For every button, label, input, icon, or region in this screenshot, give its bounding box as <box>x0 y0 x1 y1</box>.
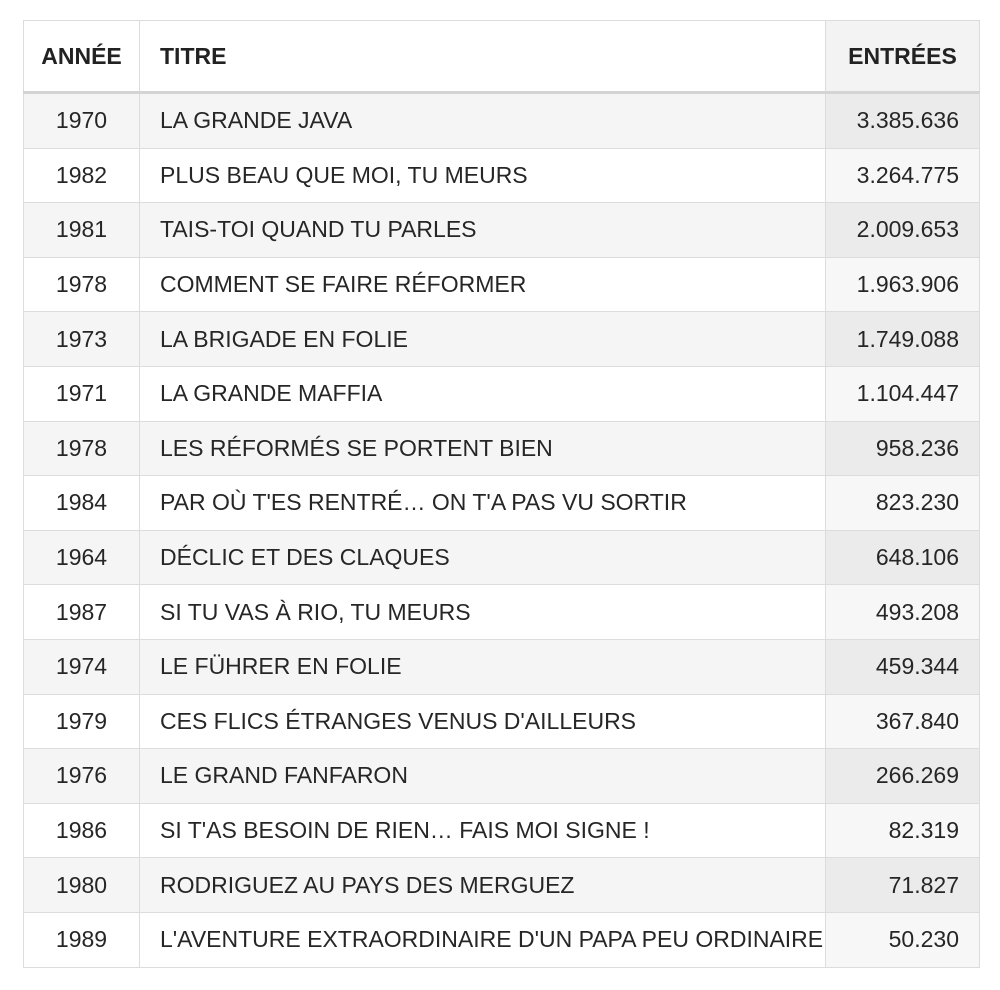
table-row <box>24 585 980 640</box>
column-header-year[interactable]: ANNÉE <box>24 21 140 93</box>
year-cell: 1978 <box>24 257 140 312</box>
table-row <box>24 421 980 476</box>
entries-cell: 367.840 <box>826 694 980 749</box>
entries-cell: 459.344 <box>826 639 980 694</box>
entries-cell: 2.009.653 <box>826 203 980 258</box>
title-cell: SI TU VAS À RIO, TU MEURS <box>140 585 826 640</box>
films-table <box>23 20 980 968</box>
title-cell: LE GRAND FANFARON <box>140 749 826 804</box>
year-cell: 1984 <box>24 476 140 531</box>
year-cell: 1971 <box>24 366 140 421</box>
year-cell: 1987 <box>24 585 140 640</box>
entries-cell: 1.963.906 <box>826 257 980 312</box>
entries-cell: 1.104.447 <box>826 366 980 421</box>
table-header <box>24 21 980 93</box>
table-row <box>24 93 980 149</box>
year-cell: 1982 <box>24 148 140 203</box>
entries-cell: 266.269 <box>826 749 980 804</box>
column-header-entries[interactable]: ENTRÉES <box>826 21 980 93</box>
title-cell: DÉCLIC ET DES CLAQUES <box>140 530 826 585</box>
entries-cell: 1.749.088 <box>826 312 980 367</box>
year-cell: 1970 <box>24 93 140 149</box>
table-row <box>24 639 980 694</box>
header-row <box>24 21 980 93</box>
entries-cell: 823.230 <box>826 476 980 531</box>
table-row <box>24 366 980 421</box>
title-cell: PLUS BEAU QUE MOI, TU MEURS <box>140 148 826 203</box>
table-row <box>24 530 980 585</box>
entries-cell: 3.264.775 <box>826 148 980 203</box>
table-row <box>24 312 980 367</box>
year-cell: 1964 <box>24 530 140 585</box>
entries-cell: 648.106 <box>826 530 980 585</box>
entries-cell: 71.827 <box>826 858 980 913</box>
year-cell: 1980 <box>24 858 140 913</box>
table-body <box>24 93 980 968</box>
title-cell: LA GRANDE MAFFIA <box>140 366 826 421</box>
title-cell: CES FLICS ÉTRANGES VENUS D'AILLEURS <box>140 694 826 749</box>
entries-cell: 958.236 <box>826 421 980 476</box>
title-cell: COMMENT SE FAIRE RÉFORMER <box>140 257 826 312</box>
table-row <box>24 203 980 258</box>
title-cell: RODRIGUEZ AU PAYS DES MERGUEZ <box>140 858 826 913</box>
table-row <box>24 858 980 913</box>
table-row <box>24 476 980 531</box>
entries-cell: 493.208 <box>826 585 980 640</box>
table-row <box>24 749 980 804</box>
table-row <box>24 694 980 749</box>
title-cell: L'AVENTURE EXTRAORDINAIRE D'UN PAPA PEU ORDINAIRE <box>140 912 826 967</box>
table-row <box>24 803 980 858</box>
year-cell: 1989 <box>24 912 140 967</box>
column-header-title[interactable]: TITRE <box>140 21 826 93</box>
title-cell: LES RÉFORMÉS SE PORTENT BIEN <box>140 421 826 476</box>
title-cell: PAR OÙ T'ES RENTRÉ… ON T'A PAS VU SORTIR <box>140 476 826 531</box>
entries-cell: 3.385.636 <box>826 93 980 149</box>
year-cell: 1974 <box>24 639 140 694</box>
entries-cell: 82.319 <box>826 803 980 858</box>
table-row <box>24 257 980 312</box>
films-table-container <box>23 20 979 968</box>
year-cell: 1973 <box>24 312 140 367</box>
year-cell: 1978 <box>24 421 140 476</box>
year-cell: 1981 <box>24 203 140 258</box>
year-cell: 1976 <box>24 749 140 804</box>
title-cell: TAIS-TOI QUAND TU PARLES <box>140 203 826 258</box>
year-cell: 1979 <box>24 694 140 749</box>
title-cell: LA BRIGADE EN FOLIE <box>140 312 826 367</box>
entries-cell: 50.230 <box>826 912 980 967</box>
table-row <box>24 912 980 967</box>
title-cell: SI T'AS BESOIN DE RIEN… FAIS MOI SIGNE ! <box>140 803 826 858</box>
year-cell: 1986 <box>24 803 140 858</box>
table-row <box>24 148 980 203</box>
title-cell: LE FÜHRER EN FOLIE <box>140 639 826 694</box>
title-cell: LA GRANDE JAVA <box>140 93 826 149</box>
